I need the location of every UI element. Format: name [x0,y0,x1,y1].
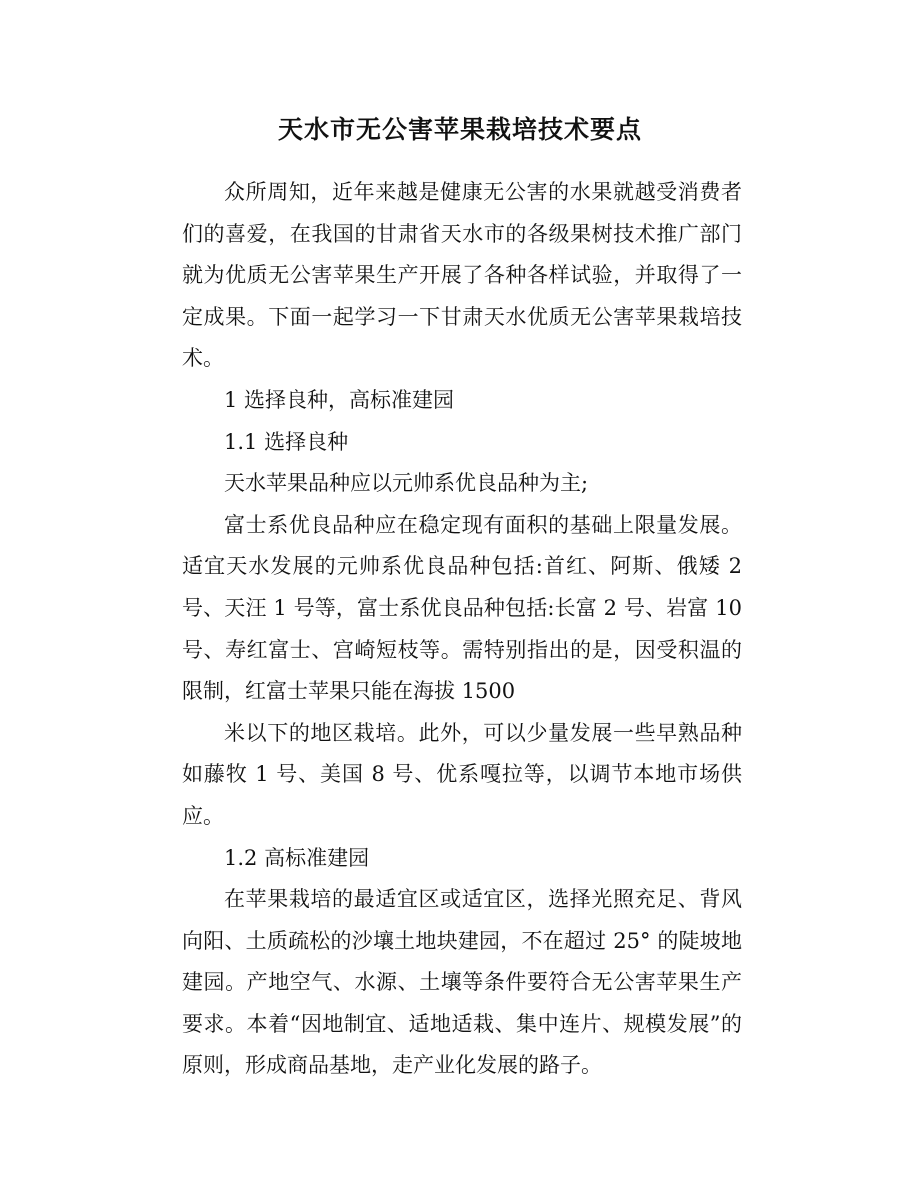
paragraph-fuji-varieties: 富士系优良品种应在稳定现有面积的基础上限量发展。适宜天水发展的元帅系优良品种包括:首红、阿斯、俄矮 2 号、天汪 1 号等，富士系优良品种包括:长富 2 号、岩富 10 号、寿红富士、宫崎短枝等。需特别指出的是，因受积温的限制，红富士苹果只能在海拔 1500 [182,512,742,704]
document-title: 天水市无公害苹果栽培技术要点 [277,115,642,144]
paragraph-varieties-main: 天水苹果品种应以元帅系优良品种为主; [224,471,589,496]
paragraph-orchard-site: 在苹果栽培的最适宜区或适宜区，选择光照充足、背风向阳、土质疏松的沙壤土地块建园，不在超过 25° 的陡坡地建园。产地空气、水源、土壤等条件要符合无公害苹果生产要求。本着“因地制宜、适地适栽、集中连片、规模发展”的原则，形成商品基地，走产业化发展的路子。 [182,887,742,1078]
document-body [182,172,742,1087]
paragraph-intro: 众所周知，近年来越是健康无公害的水果就越受消费者们的喜爱，在我国的甘肃省天水市的各级果树技术推广部门就为优质无公害苹果生产开展了各种各样试验，并取得了一定成果。下面一起学习一下甘肃天水优质无公害苹果栽培技术。 [182,180,742,371]
paragraph-early-varieties: 米以下的地区栽培。此外，可以少量发展一些早熟品种如藤牧 1 号、美国 8 号、优系嘎拉等，以调节本地市场供应。 [182,720,742,828]
heading-section-1-2: 1.2 高标准建园 [224,845,370,870]
heading-section-1: 1 选择良种，高标准建园 [224,387,455,412]
heading-section-1-1: 1.1 选择良种 [224,429,349,454]
